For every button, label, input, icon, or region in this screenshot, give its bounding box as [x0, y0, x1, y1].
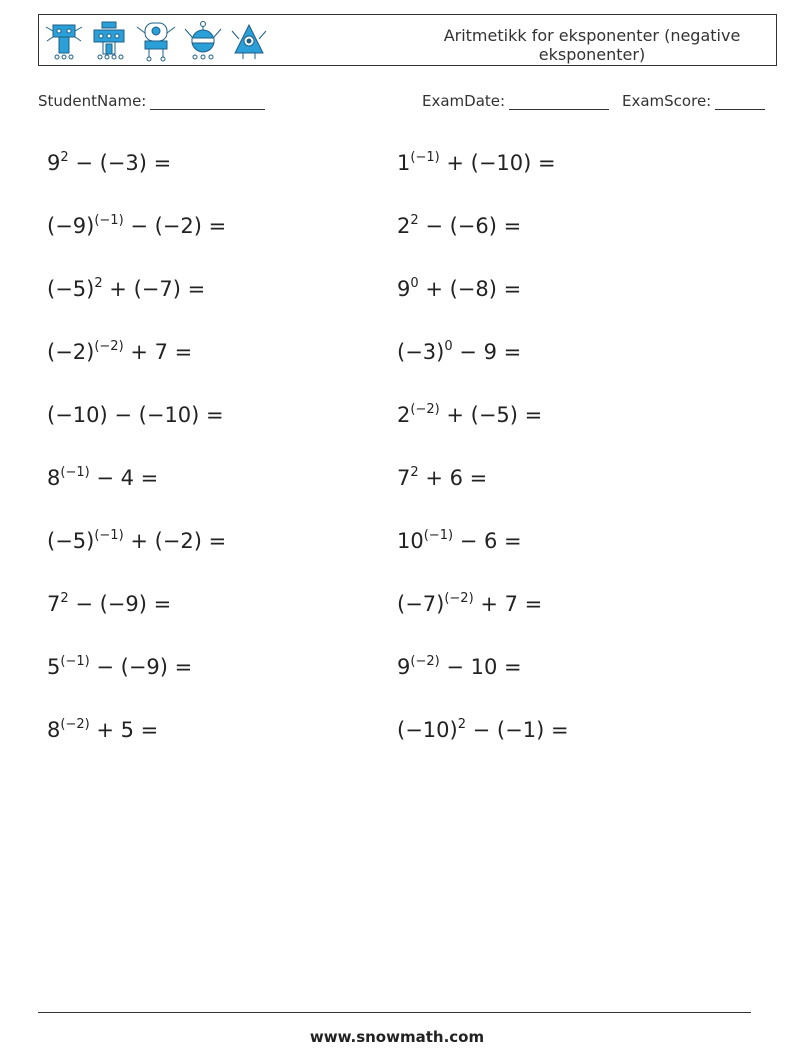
problem-exponent: 2 — [60, 150, 69, 165]
problem-rest: − 6 = — [453, 529, 522, 553]
problem-rest: − (−6) = — [418, 214, 522, 238]
problem-right-3 — [397, 277, 521, 301]
problem-rest: − 4 = — [89, 466, 159, 490]
problem-exponent: 2 — [94, 276, 103, 291]
problem-rest: − (−9) = — [89, 655, 193, 679]
problem-base: (−5) — [47, 529, 95, 553]
problem-base: (−10) — [397, 718, 458, 742]
problem-exponent: (−1) — [423, 528, 454, 543]
student-name-field[interactable] — [38, 92, 265, 110]
problem-rest: − (−1) = — [465, 718, 569, 742]
problem-rest: − 10 = — [439, 655, 522, 679]
problem-base: (−10) − (−10) = — [47, 403, 224, 427]
problem-exponent: 2 — [410, 465, 419, 480]
robot-icon-3 — [137, 23, 175, 61]
problem-left-9 — [47, 655, 192, 679]
worksheet-title: Aritmetikk for eksponenter (negative eksponenter) — [443, 26, 741, 64]
problem-base: (−9) — [47, 214, 95, 238]
problem-base: 8 — [47, 718, 61, 742]
problem-right-6 — [397, 466, 487, 490]
problem-right-7 — [397, 529, 522, 553]
problem-right-10 — [397, 718, 569, 742]
footer-divider — [38, 1012, 751, 1013]
student-name-label: StudentName: — [38, 92, 147, 110]
problem-left-4 — [47, 340, 192, 364]
problem-base: 1 — [397, 151, 411, 175]
problem-rest: − 9 = — [452, 340, 522, 364]
problem-base: (−3) — [397, 340, 445, 364]
problem-base: (−2) — [47, 340, 95, 364]
problem-exponent: (−1) — [410, 150, 440, 165]
problem-rest: + 6 = — [418, 466, 488, 490]
problem-rest: − (−2) = — [123, 214, 227, 238]
problem-rest: + 7 = — [123, 340, 193, 364]
problem-base: (−5) — [47, 277, 95, 301]
exam-date-blank[interactable] — [509, 94, 609, 110]
problem-exponent: 0 — [410, 276, 419, 291]
problem-rest: + (−8) = — [418, 277, 522, 301]
problem-exponent: (−1) — [60, 654, 90, 669]
problem-base: 7 — [47, 592, 61, 616]
exam-score-field[interactable] — [622, 92, 765, 110]
problem-rest: + (−7) = — [102, 277, 206, 301]
robot-icon-5 — [232, 25, 266, 59]
problem-left-3 — [47, 277, 205, 301]
robot-icons — [43, 19, 273, 63]
problem-exponent: (−2) — [410, 402, 440, 417]
problem-exponent: (−2) — [94, 339, 124, 354]
header-box — [38, 14, 777, 66]
robot-icon-2 — [94, 22, 124, 59]
problem-exponent: 2 — [410, 213, 419, 228]
problem-exponent: (−2) — [410, 654, 440, 669]
problem-exponent: (−1) — [94, 213, 124, 228]
problem-left-7 — [47, 529, 226, 553]
problem-right-5 — [397, 403, 542, 427]
problem-base: 9 — [397, 655, 411, 679]
problem-rest: + (−5) = — [439, 403, 543, 427]
problem-rest: + 7 = — [473, 592, 543, 616]
problem-left-10 — [47, 718, 158, 742]
problem-exponent: (−2) — [60, 717, 90, 732]
robot-icon-4 — [185, 22, 221, 60]
problem-rest: − (−9) = — [68, 592, 172, 616]
problem-right-8 — [397, 592, 542, 616]
info-row — [38, 92, 770, 114]
problem-rest: − (−3) = — [68, 151, 172, 175]
exam-score-label: ExamScore: — [622, 92, 712, 110]
problem-exponent: (−2) — [444, 591, 474, 606]
problem-base: 9 — [47, 151, 61, 175]
problem-right-9 — [397, 655, 522, 679]
exam-date-field[interactable] — [422, 92, 609, 110]
problem-exponent: (−1) — [94, 528, 124, 543]
problem-left-5 — [47, 403, 224, 427]
problem-base: 5 — [47, 655, 61, 679]
exam-score-blank[interactable] — [715, 94, 765, 110]
problem-base: 2 — [397, 403, 411, 427]
problem-base: 2 — [397, 214, 411, 238]
problem-base: 10 — [397, 529, 424, 553]
problem-rest: + (−10) = — [439, 151, 556, 175]
problem-left-8 — [47, 592, 171, 616]
problem-rest: + 5 = — [89, 718, 159, 742]
problem-right-4 — [397, 340, 521, 364]
problem-right-2 — [397, 214, 521, 238]
problem-exponent: 2 — [60, 591, 69, 606]
student-name-blank[interactable] — [150, 94, 265, 110]
robot-icon-1 — [46, 25, 82, 59]
problem-rest: + (−2) = — [123, 529, 227, 553]
problem-left-1 — [47, 151, 171, 175]
problem-left-2 — [47, 214, 226, 238]
problem-base: 9 — [397, 277, 411, 301]
problem-exponent: 0 — [444, 339, 453, 354]
problem-base: 8 — [47, 466, 61, 490]
problem-right-1 — [397, 151, 556, 175]
problem-base: 7 — [397, 466, 411, 490]
problem-left-6 — [47, 466, 158, 490]
problem-exponent: 2 — [457, 717, 466, 732]
exam-date-label: ExamDate: — [422, 92, 506, 110]
footer-website: www.snowmath.com — [309, 1028, 485, 1046]
problem-base: (−7) — [397, 592, 445, 616]
problem-exponent: (−1) — [60, 465, 90, 480]
